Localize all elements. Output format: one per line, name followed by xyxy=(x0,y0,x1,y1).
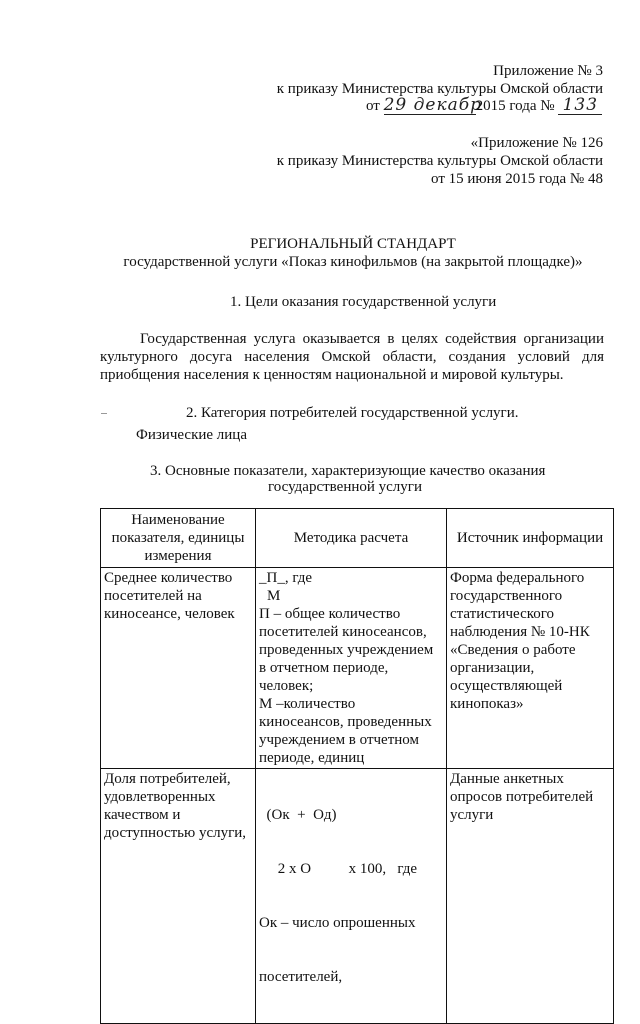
row1-indicator: Среднее количество посетителей на киносеансе, человек xyxy=(101,568,256,769)
section3-heading-line2: государственной услуги xyxy=(268,479,422,495)
header-method: Методика расчета xyxy=(256,509,447,568)
table-row xyxy=(101,568,614,769)
section1-heading: 1. Цели оказания государственной услуги xyxy=(230,294,497,310)
indicators-table xyxy=(100,508,614,1024)
document-subtitle: государственной услуги «Показ кинофильмов (на закрытой площадке)» xyxy=(123,254,583,270)
table-row xyxy=(101,769,614,1024)
header-source: Источник информации xyxy=(447,509,614,568)
handwritten-number: 133 xyxy=(558,96,602,115)
section3-heading-line1: 3. Основные показатели, характеризующие качество оказания xyxy=(150,463,546,479)
row1-method: _П_, где М П – общее количество посетителей киносеансов, проведенных учреждением в отчетном периоде, человек; М –количество киносеансов, проведенных учреждением в отчетном периоде, единиц xyxy=(256,568,447,769)
row2-method: (Oк + Oд) 2 x O x 100, где Oк – число опрошенных посетителей, xyxy=(256,769,447,1024)
appendix3-line3 xyxy=(366,96,602,115)
appendix3-line1: Приложение № 3 xyxy=(493,63,603,79)
table-header-row xyxy=(101,509,614,568)
row2-indicator: Доля потребителей, удовлетворенных качеством и доступностью услуги, xyxy=(101,769,256,1024)
appendix3-from: от xyxy=(366,98,380,114)
appendix3-year: 2015 года № xyxy=(475,98,555,114)
row1-source: Форма федерального государственного статистического наблюдения № 10-НК «Сведения о работе организации, осуществляющей кинопоказ» xyxy=(447,568,614,769)
scan-mark xyxy=(101,413,107,414)
appendix126-line2: к приказу Министерства культуры Омской области xyxy=(276,153,603,169)
section2-heading: 2. Категория потребителей государственной услуги. xyxy=(186,405,519,421)
header-indicator: Наименование показателя, единицы измерения xyxy=(101,509,256,568)
document-title: РЕГИОНАЛЬНЫЙ СТАНДАРТ xyxy=(250,236,456,252)
section1-text: Государственная услуга оказывается в целях содействия организации культурного досуга населения Омской области, создания условий для приобщения населения к ценностям национальной и мировой культуры. xyxy=(100,331,604,383)
row2-source: Данные анкетных опросов потребителей услуги xyxy=(447,769,614,1024)
appendix126-line1: «Приложение № 126 xyxy=(470,135,603,151)
section2-text: Физические лица xyxy=(136,427,247,443)
appendix3-line2: к приказу Министерства культуры Омской области xyxy=(276,81,603,97)
handwritten-date: 29 декабр xyxy=(383,95,483,115)
appendix126-line3: от 15 июня 2015 года № 48 xyxy=(431,171,603,187)
